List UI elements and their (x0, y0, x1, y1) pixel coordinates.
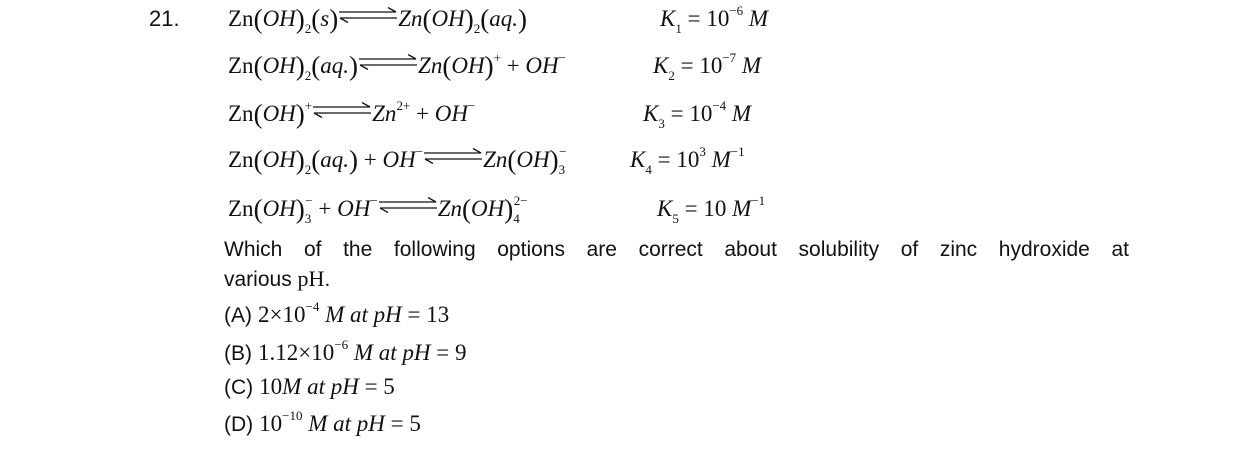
option-b[interactable] (224, 338, 466, 369)
question-text-line-2 (224, 264, 330, 294)
option-a[interactable] (224, 300, 449, 331)
equilibrium-row-4 (228, 144, 848, 180)
equilibrium-arrow-icon (424, 148, 482, 164)
equilibrium-2-reactant: $Zn(OH)_2(aq.)$ (228, 51, 359, 83)
equilibrium-3-product: $Zn^{2+} + OH^-$ (372, 98, 476, 126)
question-text-line-1: Which of the following options are correct about solubility of zinc hydroxide at (224, 238, 1129, 261)
equilibrium-row-3 (228, 98, 848, 134)
equilibrium-3-constant: $K_3 = 10^{-4}$ M (643, 98, 752, 131)
equilibrium-4-reaction (228, 144, 566, 176)
equilibrium-row-5 (228, 193, 848, 229)
option-b-label: (B) (224, 342, 252, 365)
equilibrium-arrow-icon (313, 102, 371, 118)
question-ph: pH (297, 266, 325, 291)
equilibrium-5-constant: $K_5 = 10$ $M^{-1}$ (657, 193, 766, 226)
option-c-value: 10M at pH = 5 (259, 374, 395, 399)
equilibrium-1-product: $Zn(OH)_2(aq.)$ (398, 4, 528, 36)
equilibrium-arrow-icon (379, 197, 437, 213)
equilibrium-arrow-icon (359, 54, 417, 70)
option-a-label: (A) (224, 304, 252, 327)
equilibrium-1-constant: $K_1 = 10^{-6}$ M (660, 3, 769, 36)
question-various: various (224, 268, 292, 291)
equilibrium-4-reactant: $Zn(OH)_2(aq.) + OH^-$ (228, 144, 424, 177)
equilibrium-2-constant: $K_2 = 10^{-7}$ M (653, 50, 762, 83)
option-d[interactable] (224, 409, 421, 440)
question-number: 21. (149, 6, 180, 31)
option-b-value: $1.12\times 10^{-6}$ M at pH = 9 (258, 337, 467, 365)
equilibrium-2-product: Zn(OH)+ + OH− (418, 50, 566, 81)
equilibrium-arrow-icon (339, 7, 397, 23)
equilibrium-1-reaction (228, 3, 527, 35)
equilibrium-3-reactant: Zn(OH)+ (228, 98, 313, 129)
equilibrium-row-2 (228, 50, 848, 86)
equilibrium-2-reaction (228, 50, 566, 82)
equilibrium-4-constant: $K_4 = 10^3$ $M^{-1}$ (630, 144, 745, 177)
equilibrium-3-reaction (228, 98, 475, 130)
question-period: . (324, 268, 331, 291)
option-d-label: (D) (224, 413, 254, 436)
option-a-value: $2\times 10^{-4}$ M at pH = 13 (258, 299, 450, 327)
equilibrium-4-product: $Zn(OH)_3^-$ (483, 144, 567, 177)
option-c-label: (C) (224, 376, 254, 399)
equilibrium-5-reactant: $Zn(OH)_3^- + OH^-$ (228, 193, 378, 226)
option-c[interactable] (224, 372, 395, 403)
equilibrium-1-reactant: $Zn(OH)_2(s)$ (228, 4, 339, 36)
equilibrium-5-product: $Zn(OH)_4^{2-}$ (437, 193, 528, 226)
equilibrium-5-reaction (228, 193, 528, 225)
option-d-value: $10^{-10}$ M at pH = 5 (259, 408, 421, 436)
equilibrium-row-1 (228, 3, 848, 39)
